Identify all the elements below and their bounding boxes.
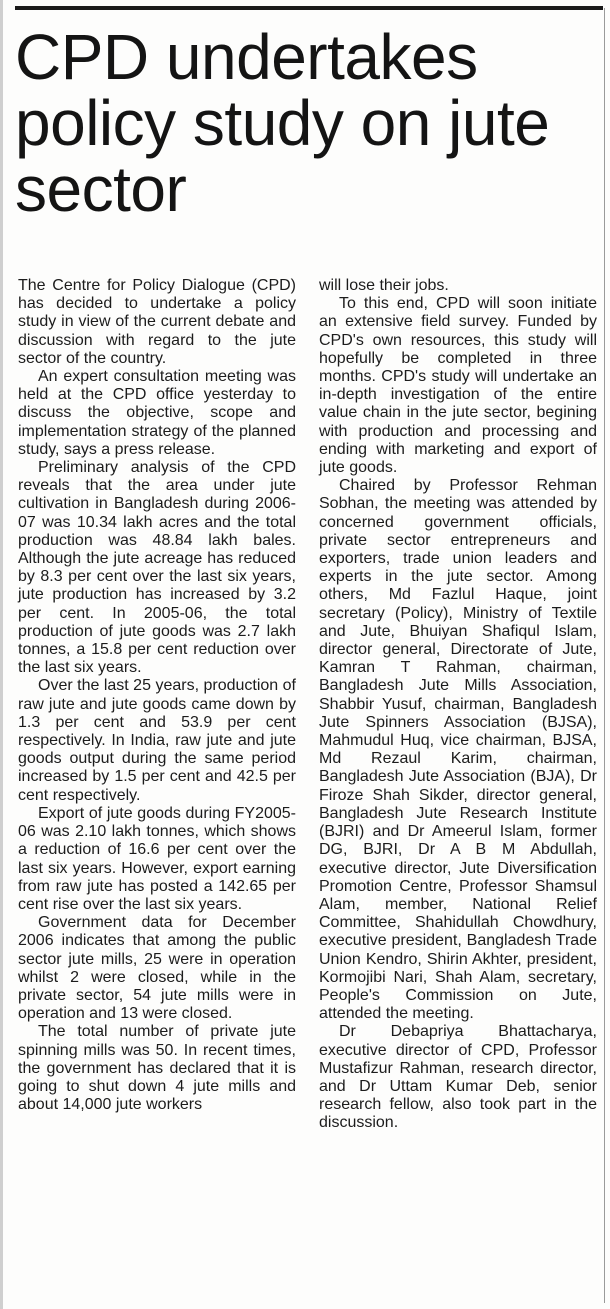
paragraph-field-survey: To this end, CPD will soon initiate an extensive field survey. Funded by CPD's own resources, this study will hopefully be completed in three months. CPD's study will undertake an in-depth investigation of the entire value chain in the jute sector, begining with production and processing and ending with marketing and export of jute goods. [319,295,597,477]
top-rule [15,6,603,10]
article-column-right [319,277,597,1133]
paragraph-export: Export of jute goods during FY2005-06 was 2.10 lakh tonnes, which shows a reduction of 16.6 per cent over the last six years. However, export earning from raw jute has posted a 142.65 per cent rise over the last six years. [18,804,296,913]
paragraph-preliminary-analysis: Preliminary analysis of the CPD reveals that the area under jute cultivation in Bangladesh during 2006-07 was 10.34 lakh acres and the total production was 48.84 lakh bales. Although the jute acreage has reduced by 8.3 per cent over the last six years, jute production has increased by 3.2 per cent. In 2005-06, the total production of jute goods was 2.7 lakh tonnes, a 15.8 per cent reduction over the last six years. [18,459,296,677]
paragraph-continuation: will lose their jobs. [319,277,449,294]
paragraph-meeting: An expert consultation meeting was held at the CPD office yesterday to discuss the objective, scope and implementation strategy of the planned study, says a press release. [18,368,296,458]
paragraph-spinning-mills: The total number of private jute spinning mills was 50. In recent times, the government has declared that it is going to shut down 4 jute mills and about 14,000 jute workers [18,1023,296,1114]
paragraph-government-data: Government data for December 2006 indicates that among the public sector jute mills, 25 were in operation whilst 2 were closed, while in the private sector, 54 jute mills were in operation and 13 were closed. [18,914,296,1023]
paragraph-intro: The Centre for Policy Dialogue (CPD) has decided to undertake a policy study in view of the current debate and discussion with regard to the jute sector of the country. [18,277,296,367]
paragraph-cpd-participants: Dr Debapriya Bhattacharya, executive director of CPD, Professor Mustafizur Rahman, research director, and Dr Uttam Kumar Deb, senior research fellow, also took part in the discussion. [319,1023,597,1132]
article-column-left [18,277,296,1114]
paragraph-production-trend: Over the last 25 years, production of raw jute and jute goods came down by 1.3 per cent and 53.9 per cent respectively. In India, raw jute and jute goods output during the same period increased by 1.5 per cent and 42.5 per cent respectively. [18,677,296,804]
headline: CPD undertakes policy study on jute sector [15,21,550,225]
paragraph-attendees: Chaired by Professor Rehman Sobhan, the meeting was attended by concerned government officials, private sector entrepreneurs and exporters, trade union leaders and experts in the jute sector. Among others, Md Fazlul Haque, joint secretary (Policy), Ministry of Textile and Jute, Bhuiyan Shafiqul Islam, director general, Directorate of Jute, Kamran T Rahman, chairman, Bangladesh Jute Mills Association, Shabbir Yusuf, chairman, Bangladesh Jute Spinners Association (BJSA), Mahmudul Huq, vice chairman, BJSA, Md Rezaul Karim, chairman, Bangladesh Jute Association (BJA), Dr Firoze Shah Sikder, director general, Bangladesh Jute Research Institute (BJRI) and Dr Ameerul Islam, former DG, BJRI, Dr A B M Abdullah, executive director, Jute Diversification Promotion Centre, Professor Shamsul Alam, member, National Relief Committee, Shahidullah Chowdhury, executive president, Bangladesh Trade Union Kendro, Shirin Akhter, president, Kormojibi Nari, Shah Alam, secretary, People's Commission on Jute, attended the meeting. [319,477,597,1023]
